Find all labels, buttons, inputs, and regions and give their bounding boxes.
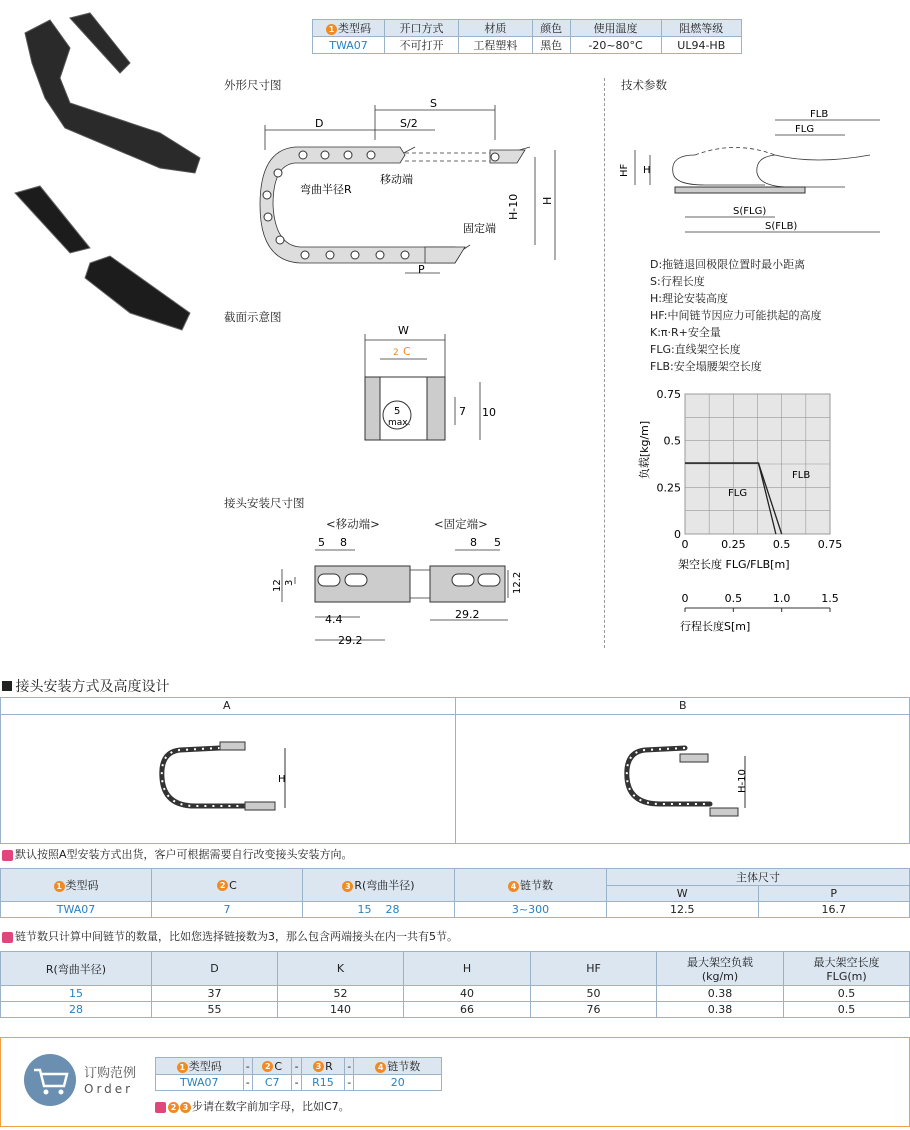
x-tick: 0	[681, 538, 689, 551]
svg-text:5: 5	[394, 406, 401, 417]
section-title: 截面示意图	[224, 310, 282, 324]
annot-flg: FLG	[728, 488, 748, 499]
order-table: 1 类型码 - 2 C - 3 R - 4 链节数 TWA07 - C7 - R15 - 20	[155, 1057, 442, 1091]
svg-text:S/2: S/2	[400, 117, 418, 130]
y-tick: 0.5	[663, 434, 681, 448]
col-a: A	[223, 699, 231, 712]
order-title: 订购范例	[84, 1066, 137, 1081]
tech-diagram	[615, 95, 890, 245]
product-photo	[10, 8, 220, 338]
svg-text:D: D	[315, 117, 324, 130]
outline-diagram	[255, 95, 585, 285]
svg-text:5: 5	[318, 536, 325, 549]
svg-text:H: H	[643, 165, 651, 176]
svg-text:S(FLB): S(FLB)	[765, 221, 798, 232]
fixed-end-label: <固定端>	[434, 517, 488, 531]
load-chart	[630, 380, 900, 640]
svg-text:H-10: H-10	[507, 193, 520, 220]
x2-tick: 0	[681, 592, 689, 605]
order-box	[0, 1037, 910, 1127]
x-tick: 0.75	[817, 538, 843, 551]
svg-text:HF: HF	[619, 163, 630, 177]
order-note: 2 3 步请在数字前加字母，比如C7。	[155, 1098, 350, 1114]
svg-text:5: 5	[494, 536, 501, 549]
divider	[604, 78, 605, 648]
outline-title: 外形尺寸图	[224, 78, 282, 92]
svg-text:P: P	[418, 263, 425, 276]
section2-header: 接头安装方式及高度设计	[0, 676, 910, 694]
section-diagram	[355, 322, 505, 442]
svg-text:H: H	[278, 774, 286, 785]
x-tick: 0.5	[772, 538, 791, 551]
svg-text:12: 12	[272, 579, 283, 592]
svg-text:4.4: 4.4	[325, 613, 343, 626]
definitions: D:拖链退回极限位置时最小距离 S:行程长度 H:理论安装高度 HF:中间链节因应力可能拱起的高度 K:π·R+安全量 FLG:直线架空长度 FLB:安全塌腰架空长度	[650, 258, 822, 373]
svg-text:7: 7	[459, 405, 466, 418]
annot-flb: FLB	[792, 470, 811, 481]
x-tick: 0.25	[721, 538, 746, 551]
col-b: B	[679, 699, 687, 712]
svg-text:C: C	[403, 345, 411, 358]
y-tick: 0	[674, 528, 681, 541]
svg-text:移动端: 移动端	[380, 173, 413, 186]
svg-text:8: 8	[470, 536, 477, 549]
svg-text:max.: max.	[388, 418, 411, 428]
svg-text:H: H	[541, 196, 554, 205]
svg-text:H-10: H-10	[737, 769, 748, 793]
svg-text:固定端: 固定端	[463, 222, 496, 235]
svg-text:3: 3	[284, 579, 295, 586]
moving-end-label: <移动端>	[326, 517, 380, 531]
main-table: 1 类型码 2 C 3 R(弯曲半径) 4 链节数 主体尺寸 W P TWA07 7 15 28 3~300 12.5 16.7	[0, 868, 910, 918]
svg-text:10: 10	[482, 406, 496, 419]
chart-ylabel: 负载[kg/m]	[638, 420, 651, 480]
joint-title: 接头安装尺寸图	[224, 496, 305, 510]
spec-table: 1 类型码 开口方式 材质 颜色 使用温度 阻燃等级 TWA07 不可打开 工程塑料 黑色 -20~80°C UL94-HB	[312, 19, 742, 54]
chart-x2label: 行程长度S[m]	[680, 620, 751, 633]
svg-text:W: W	[398, 324, 409, 337]
install-b-diagram	[605, 738, 775, 818]
svg-text:FLG: FLG	[795, 124, 815, 135]
x2-tick: 1.0	[772, 592, 791, 605]
y-tick: 0.25	[656, 481, 681, 495]
cart-icon	[22, 1052, 82, 1108]
chart-xlabel: 架空长度 FLG/FLB[m]	[678, 558, 790, 571]
svg-text:29.2: 29.2	[455, 608, 480, 621]
svg-text:29.2: 29.2	[338, 634, 363, 647]
r-table: R(弯曲半径) D K H HF 最大架空负载 (kg/m) 最大架空长度 FLG(m) 15 37 52 40 50 0.38 0.5 28 55 140 66 76 0.38 0.5	[0, 951, 910, 1018]
svg-text:12.2: 12.2	[512, 571, 523, 594]
svg-text:FLB: FLB	[810, 109, 829, 120]
x2-tick: 1.5	[821, 592, 839, 605]
svg-text:弯曲半径R: 弯曲半径R	[300, 183, 352, 196]
note-2: 链节数只计算中间链节的数量，比如您选择链接数为3，那么包含两端接头在内一共有5节。	[2, 928, 458, 944]
x2-tick: 0.5	[724, 592, 743, 605]
svg-text:S(FLG): S(FLG)	[733, 206, 767, 217]
install-a-diagram	[150, 738, 310, 818]
note-1: 默认按照A型安装方式出货，客户可根据需要自行改变接头安装方向。	[2, 846, 353, 862]
svg-text:8: 8	[340, 536, 347, 549]
svg-text:S: S	[430, 97, 437, 110]
tech-title: 技术参数	[621, 78, 667, 92]
order-subtitle: Order	[84, 1082, 134, 1096]
joint-diagram	[270, 532, 530, 652]
svg-text:2: 2	[393, 348, 399, 358]
y-tick: 0.75	[656, 388, 681, 401]
